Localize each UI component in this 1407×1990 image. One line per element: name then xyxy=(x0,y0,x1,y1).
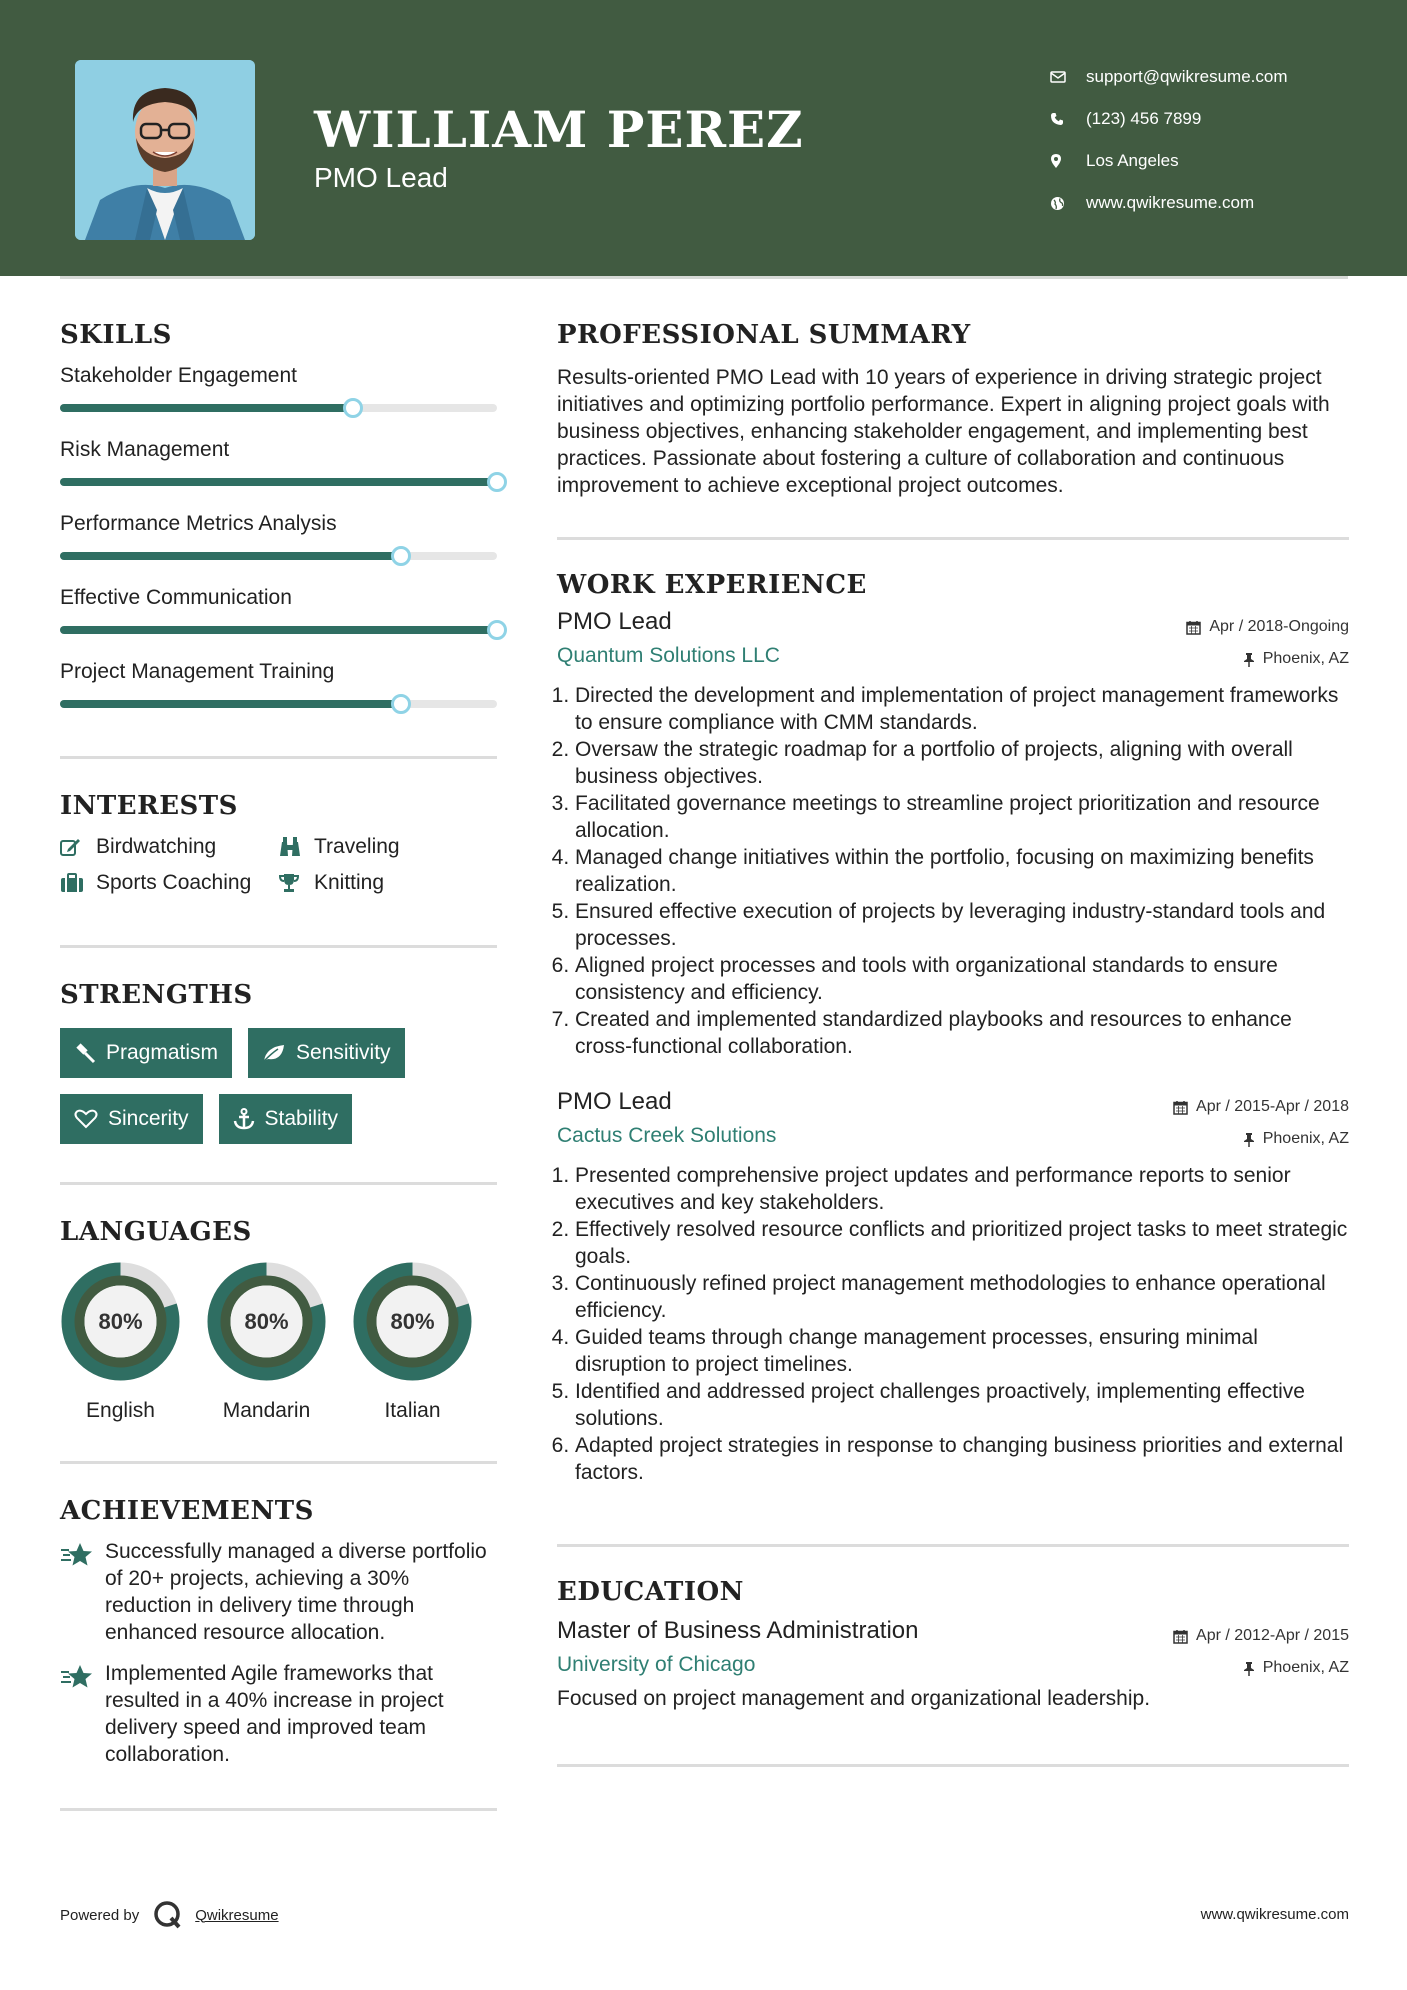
education-location-text: Phoenix, AZ xyxy=(1262,1659,1349,1676)
interest-label: Traveling xyxy=(314,835,400,858)
job-bullet: 6. Adapted project strategies in response to changing business priorities and external factors. xyxy=(575,1432,1349,1486)
interest-item xyxy=(60,871,278,895)
pushpin-icon xyxy=(1243,1132,1255,1147)
languages-heading: LANGUAGES xyxy=(60,1217,252,1247)
job-location xyxy=(1243,1130,1349,1148)
skill-bar xyxy=(60,478,497,486)
brand-link[interactable]: Qwikresume xyxy=(195,1906,279,1924)
pushpin-icon xyxy=(1243,1661,1255,1676)
strengths-heading: STRENGTHS xyxy=(60,980,253,1010)
summary-text: Results-oriented PMO Lead with 10 years of experience in driving strategic project initiatives and optimizing portfolio performance. Expert in aligning project goals with business objectives, enhancing stakeholder engagement, and implementing best practices. Passionate about fostering a culture of collaboration and continuous improvement to achieve exceptional project outcomes. xyxy=(557,366,1330,497)
resume-header xyxy=(0,0,1407,276)
gavel-icon xyxy=(74,1042,96,1064)
briefcase-icon xyxy=(60,873,96,893)
job-bullet: 4. Managed change initiatives within the portfolio, focusing on maximizing benefits realization. xyxy=(575,844,1349,898)
skill-bar xyxy=(60,626,497,634)
strength-tag xyxy=(60,1028,232,1078)
calendar-icon xyxy=(1173,1100,1188,1115)
phone-icon xyxy=(1050,112,1086,126)
skill-label: Project Management Training xyxy=(60,660,335,683)
job-bullet: 3. Facilitated governance meetings to streamline project prioritization and resource allocation. xyxy=(575,790,1349,844)
job-location-text: Phoenix, AZ xyxy=(1262,650,1349,667)
interests-heading: INTERESTS xyxy=(60,791,238,821)
section-divider xyxy=(60,945,497,948)
achievements-heading: ACHIEVEMENTS xyxy=(60,1496,314,1526)
job-bullet: 6. Aligned project processes and tools with organizational standards to ensure consistency and efficiency. xyxy=(575,952,1349,1006)
school-name: University of Chicago xyxy=(557,1653,756,1676)
language-percent: 80% xyxy=(244,1309,289,1334)
skill-label: Stakeholder Engagement xyxy=(60,364,297,387)
language-percent: 80% xyxy=(98,1309,143,1334)
contact-phone[interactable] xyxy=(1050,98,1370,140)
calendar-icon xyxy=(1173,1629,1188,1644)
contact-email-text: support@qwikresume.com xyxy=(1086,67,1288,86)
language-item xyxy=(206,1261,327,1423)
achievements-list xyxy=(60,1538,497,1768)
language-label: English xyxy=(86,1399,155,1422)
map-pin-icon xyxy=(1050,153,1086,169)
interest-label: Sports Coaching xyxy=(96,871,252,894)
job-bullet: 3. Continuously refined project management methodologies to enhance operational efficiency. xyxy=(575,1270,1349,1324)
contact-location-text: Los Angeles xyxy=(1086,151,1179,170)
section-divider xyxy=(60,756,497,759)
skill-label: Performance Metrics Analysis xyxy=(60,512,337,535)
job-bullet: 4. Guided teams through change management processes, ensuring minimal disruption to project timelines. xyxy=(575,1324,1349,1378)
star-icon xyxy=(60,1660,105,1768)
strength-label: Sensitivity xyxy=(296,1041,391,1064)
language-percent: 80% xyxy=(390,1309,435,1334)
skill-bar xyxy=(60,404,497,412)
skill-bar-knob xyxy=(487,472,507,492)
language-ring xyxy=(206,1261,327,1382)
contact-list xyxy=(1050,56,1370,224)
trophy-icon xyxy=(278,872,314,894)
job-bullet: 7. Created and implemented standardized playbooks and resources to enhance cross-functional collaboration. xyxy=(575,1006,1349,1060)
languages-list xyxy=(60,1261,497,1423)
job-dates xyxy=(1173,1098,1349,1116)
skills-heading: SKILLS xyxy=(60,320,172,350)
leaf-icon xyxy=(262,1043,286,1063)
job-bullet: 2. Oversaw the strategic roadmap for a portfolio of projects, aligning with overall business objectives. xyxy=(575,736,1349,790)
skill-bar-fill xyxy=(60,478,497,486)
section-divider xyxy=(60,1182,497,1185)
strength-tag xyxy=(219,1094,353,1144)
calendar-icon xyxy=(1186,620,1201,635)
job-bullets xyxy=(557,682,1349,1060)
interest-item xyxy=(278,871,478,895)
education-dates xyxy=(1173,1627,1349,1645)
job-bullet: 5. Ensured effective execution of projects by leveraging industry-standard tools and processes. xyxy=(575,898,1349,952)
star-icon xyxy=(60,1538,105,1646)
education-location xyxy=(1243,1659,1349,1677)
language-item xyxy=(60,1261,181,1423)
section-divider xyxy=(557,537,1349,540)
interest-label: Knitting xyxy=(314,871,385,894)
skill-bar-fill xyxy=(60,626,497,634)
strength-tag xyxy=(60,1094,203,1144)
header-divider xyxy=(60,276,1348,279)
job-location-text: Phoenix, AZ xyxy=(1262,1130,1349,1147)
heart-icon xyxy=(74,1109,98,1129)
achievement-item xyxy=(60,1538,497,1646)
skill-bar-fill xyxy=(60,552,401,560)
experience-heading: WORK EXPERIENCE xyxy=(557,570,867,600)
skill-bar xyxy=(60,700,497,708)
skill-item xyxy=(60,512,497,560)
skill-bar-fill xyxy=(60,700,401,708)
right-column xyxy=(557,320,1349,1767)
strength-label: Stability xyxy=(264,1107,339,1130)
strength-label: Pragmatism xyxy=(106,1041,219,1064)
job-title: PMO Lead xyxy=(557,608,672,635)
interests-list xyxy=(60,835,497,895)
contact-email[interactable] xyxy=(1050,56,1370,98)
section-divider xyxy=(60,1808,497,1811)
job-dates-text: Apr / 2018-Ongoing xyxy=(1209,618,1349,635)
contact-website-text: www.qwikresume.com xyxy=(1086,193,1255,212)
anchor-icon xyxy=(233,1108,255,1130)
interest-label: Birdwatching xyxy=(96,835,217,858)
summary-heading: PROFESSIONAL SUMMARY xyxy=(557,320,971,350)
section-divider xyxy=(557,1544,1349,1547)
language-label: Mandarin xyxy=(222,1399,311,1422)
contact-website[interactable] xyxy=(1050,182,1370,224)
job-dates-text: Apr / 2015-Apr / 2018 xyxy=(1196,1098,1349,1115)
contact-phone-text: (123) 456 7899 xyxy=(1086,109,1202,128)
interest-item xyxy=(60,835,278,859)
job-dates xyxy=(1186,618,1349,636)
skill-bar-fill xyxy=(60,404,353,412)
education-entry xyxy=(557,1617,1349,1712)
skill-item xyxy=(60,438,497,486)
qwikresume-logo-icon xyxy=(153,1900,183,1930)
job-title: PMO Lead xyxy=(557,1088,672,1115)
job-bullet: 5. Identified and addressed project challenges proactively, implementing effective solutions. xyxy=(575,1378,1349,1432)
skills-list xyxy=(60,364,497,708)
strength-label: Sincerity xyxy=(108,1107,189,1130)
achievement-text: Implemented Agile frameworks that resulted in a 40% increase in project delivery speed and improved team collaboration. xyxy=(105,1662,444,1766)
strength-tag xyxy=(248,1028,405,1078)
powered-by-text: Powered by xyxy=(60,1906,140,1924)
skill-item xyxy=(60,586,497,634)
degree-title: Master of Business Administration xyxy=(557,1617,919,1644)
language-item xyxy=(352,1261,473,1423)
job-location xyxy=(1243,650,1349,668)
interest-item xyxy=(278,835,478,859)
company-name: Quantum Solutions LLC xyxy=(557,644,780,667)
company-name: Cactus Creek Solutions xyxy=(557,1124,777,1147)
education-description: Focused on project management and organizational leadership. xyxy=(557,1687,1151,1710)
footer-powered-by xyxy=(60,1900,279,1930)
job-bullet: 2. Effectively resolved resource conflicts and prioritized project tasks to meet strategic goals. xyxy=(575,1216,1349,1270)
candidate-title: PMO Lead xyxy=(314,162,448,193)
job-bullet: 1. Presented comprehensive project updates and performance reports to senior executives and key stakeholders. xyxy=(575,1162,1349,1216)
skill-item xyxy=(60,660,497,708)
section-divider xyxy=(60,1461,497,1464)
profile-photo xyxy=(75,60,255,240)
skill-item xyxy=(60,364,497,412)
language-label: Italian xyxy=(384,1399,441,1422)
language-ring xyxy=(352,1261,473,1382)
skill-label: Risk Management xyxy=(60,438,230,461)
strengths-list xyxy=(60,1028,497,1144)
envelope-icon xyxy=(1050,71,1086,83)
pushpin-icon xyxy=(1243,652,1255,667)
edit-icon xyxy=(60,837,96,857)
skill-bar-knob xyxy=(487,620,507,640)
skill-label: Effective Communication xyxy=(60,586,292,609)
skill-bar-knob xyxy=(391,694,411,714)
language-ring xyxy=(60,1261,181,1382)
footer-url[interactable]: www.qwikresume.com xyxy=(1200,1906,1349,1923)
section-divider xyxy=(557,1764,1349,1767)
globe-icon xyxy=(1050,196,1086,211)
achievement-item xyxy=(60,1660,497,1768)
skill-bar-knob xyxy=(391,546,411,566)
job-entry xyxy=(557,1088,1349,1486)
job-bullet: 1. Directed the development and implementation of project management frameworks to ensure compliance with CMM standards. xyxy=(575,682,1349,736)
binoculars-icon xyxy=(278,836,314,858)
education-heading: EDUCATION xyxy=(557,1577,744,1607)
candidate-name: WILLIAM PEREZ xyxy=(314,100,804,159)
achievement-text: Successfully managed a diverse portfolio of 20+ projects, achieving a 30% reduction in delivery time through enhanced resource allocation. xyxy=(105,1540,487,1644)
contact-location xyxy=(1050,140,1370,182)
skill-bar-knob xyxy=(343,398,363,418)
job-entry xyxy=(557,608,1349,1060)
left-column xyxy=(60,320,497,1811)
job-bullets xyxy=(557,1162,1349,1486)
skill-bar xyxy=(60,552,497,560)
education-dates-text: Apr / 2012-Apr / 2015 xyxy=(1196,1627,1349,1644)
